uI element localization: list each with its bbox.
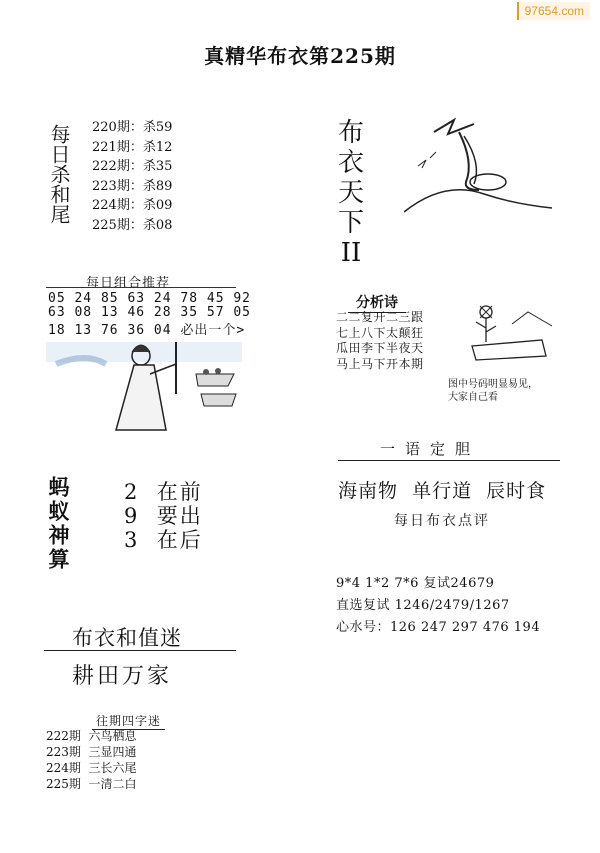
daily-kill-label: 每日杀和尾 [47,124,71,224]
ant-calc-label: 蚂蚁神算 [46,476,71,572]
title-char: 天 [337,178,364,208]
analysis-poem [336,310,424,372]
ant-calc-row: 9 要出 [124,504,203,528]
buyi-riddle-answer: 耕田万家 [72,664,173,689]
page-title: 真精华布衣第225期 [204,44,396,68]
list-item: 221期：杀12 [92,139,173,155]
analysis-poem-title: 分析诗 [348,292,406,313]
buyi-world-title [336,118,366,268]
combo-line-1: 05 24 85 63 24 78 45 92 [48,291,252,306]
numbers-line-2: 直选复试 1246/2479/1267 [336,598,510,613]
numbers-line-3: 心水号：126 247 297 476 194 [336,620,541,635]
poem-line: 七上八下太颠狂 [336,325,424,340]
list-item: 223期：杀89 [92,178,173,194]
scholar-illustration [46,334,242,438]
list-item: 223期 三显四通 [46,745,137,759]
site-watermark: 97654.com [517,2,590,20]
combo-title: 每日组合推荐 [86,276,171,291]
four-words-list [46,728,137,792]
list-item: 225期：杀08 [92,217,173,233]
combo-line-2: 63 08 13 46 28 35 57 05 [48,305,252,320]
ant-calc-row: 2 在前 [124,480,203,504]
poem-line: 马上马下开本期 [336,356,424,371]
one-word-divider [338,460,560,461]
poem-line: 瓜田李下半夜天 [336,341,424,355]
one-word-phrase: 海南物 单行道 辰时食 [338,480,547,502]
four-words-title: 往期四字迷 [92,712,165,730]
list-item: 225期 一清二白 [46,777,137,791]
hint-line: 图中号码明显易见， [448,379,538,390]
flower-vase-illustration [462,298,562,372]
daily-kill-list [92,118,172,235]
title-char: II [340,238,362,268]
list-item: 220期：杀59 [92,120,173,135]
list-item: 222期 六鸟栖息 [46,729,137,743]
combo-line-3: 18 13 76 36 04 必出一个> [48,323,246,338]
buyi-riddle-divider [44,650,236,651]
poem-hint [448,378,538,404]
list-item: 222期：杀35 [92,159,173,174]
title-char: 布 [337,118,364,148]
ant-calc-row: 3 在后 [124,528,203,552]
mountain-tree-illustration [404,112,554,220]
buyi-riddle-title: 布衣和值迷 [72,626,182,650]
title-char: 下 [337,208,364,238]
one-word-title: 一语定胆 [380,440,481,458]
title-char: 衣 [337,148,364,178]
numbers-line-1: 9*4 1*2 7*6 复试24679 [336,576,495,591]
poem-line: 二二复开二三跟 [336,310,424,324]
daily-comment-title: 每日布衣点评 [394,513,490,529]
list-item: 224期 三长六尾 [46,761,137,775]
list-item: 224期：杀09 [92,198,173,213]
hint-line: 大家自己看 [448,392,498,403]
